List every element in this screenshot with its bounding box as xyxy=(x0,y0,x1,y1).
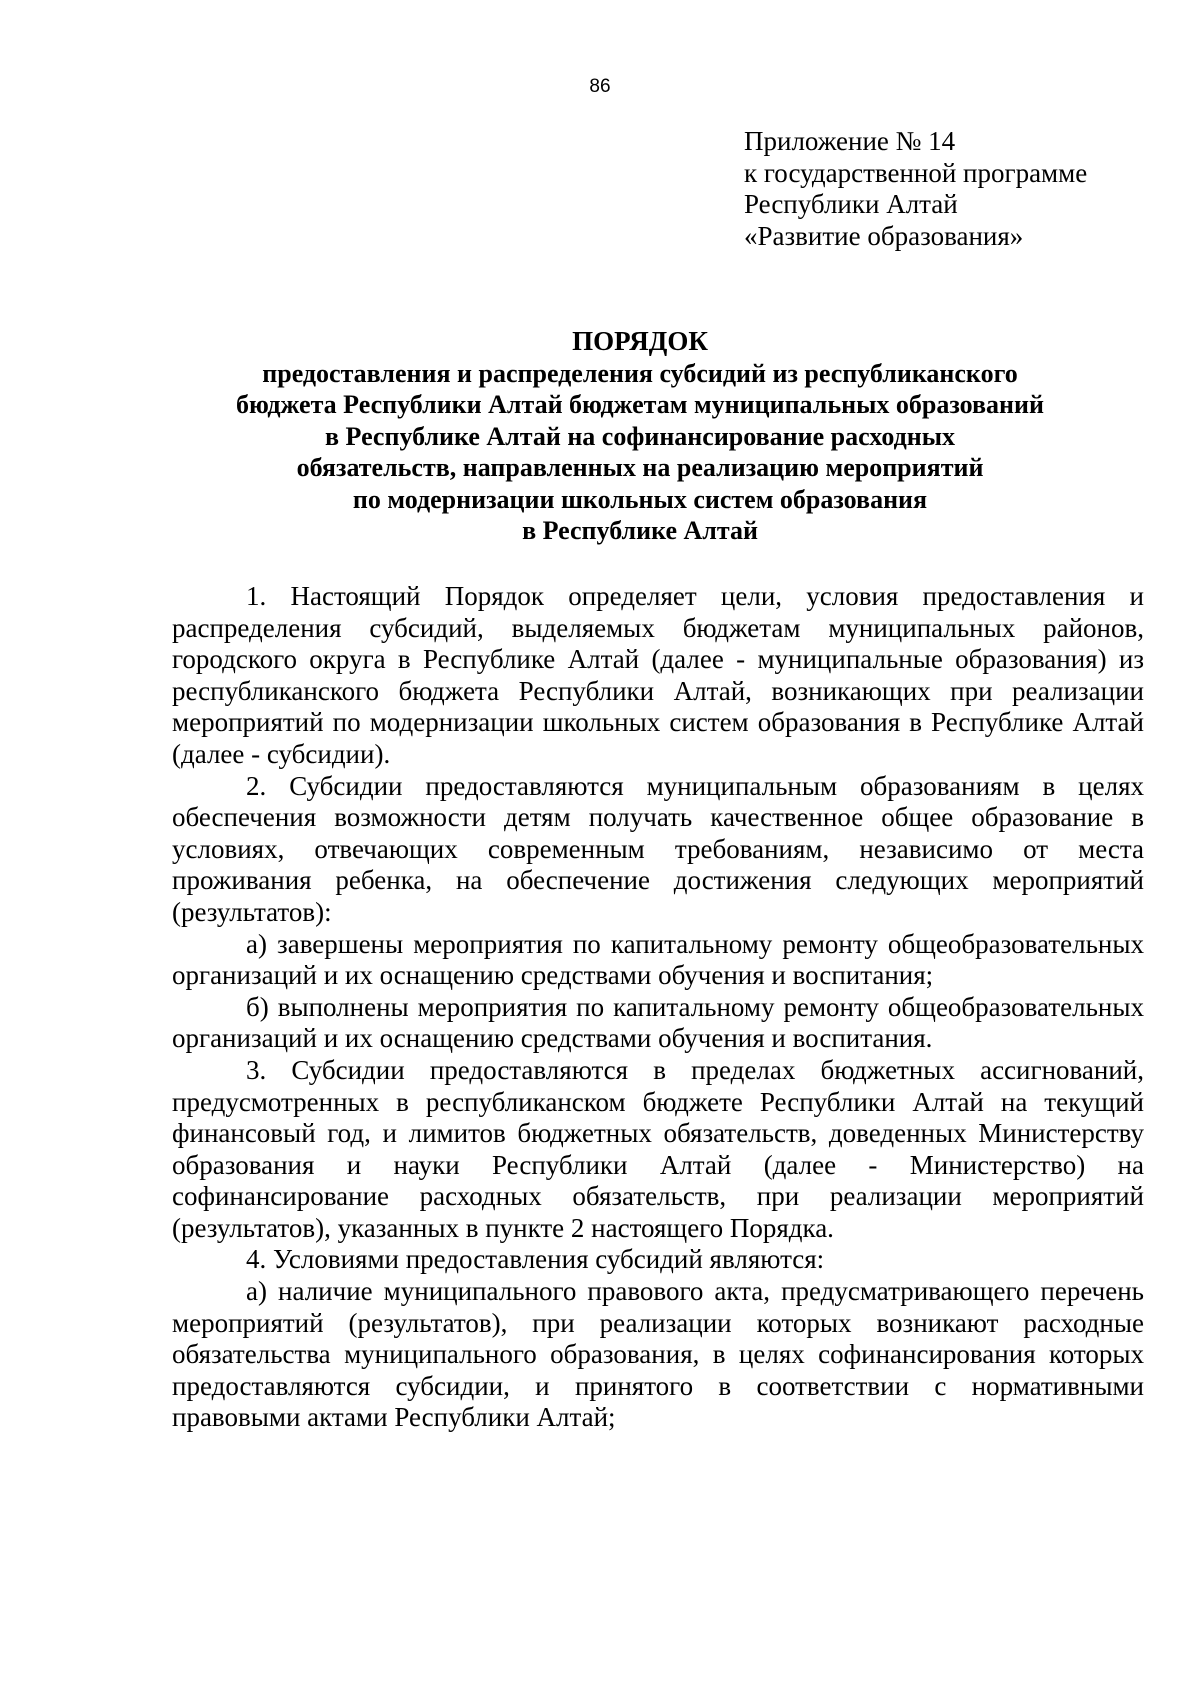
paragraph-3: 3. Субсидии предоставляются в пределах бюджетных ассигнований, предусмотренных в республиканском бюджете Республики Алтай на текущий финансовый год, и лимитов бюджетных обязательств, доведенных Министерству образования и науки Республики Алтай (далее - Министерство) на софинансирование расходных обязательств, при реализации мероприятий (результатов), указанных в пункте 2 настоящего Порядка. xyxy=(172,1054,1144,1243)
paragraph-2a: а) завершены мероприятия по капитальному ремонту общеобразовательных организаций и их оснащению средствами обучения и воспитания; xyxy=(172,928,1144,991)
appendix-note xyxy=(744,126,1164,252)
appendix-line: Приложение № 14 xyxy=(744,126,956,156)
appendix-line: «Развитие образования» xyxy=(744,220,1024,251)
appendix-line: Республики Алтай xyxy=(744,189,958,219)
document-body xyxy=(172,581,1144,1434)
document-title xyxy=(160,326,1120,547)
title-line: в Республике Алтай xyxy=(522,516,758,545)
appendix-line: к государственной программе xyxy=(744,157,1088,188)
title-line: в Республике Алтай на софинансирование расходных xyxy=(324,421,956,451)
paragraph-2b: б) выполнены мероприятия по капитальному ремонту общеобразовательных организаций и их оснащению средствами обучения и воспитания. xyxy=(172,991,1144,1054)
paragraph-4: 4. Условиями предоставления субсидий являются: xyxy=(246,1244,825,1275)
title-heading: ПОРЯДОК xyxy=(572,326,708,356)
page-number: 86 xyxy=(589,76,611,97)
paragraph-2: 2. Субсидии предоставляются муниципальным образованиям в целях обеспечения возможности детям получать качественное общее образование в условиях, отвечающих современным требованиям, независимо от места проживания ребенка, на обеспечение достижения следующих мероприятий (результатов): xyxy=(172,770,1144,927)
paragraph-1: 1. Настоящий Порядок определяет цели, условия предоставления и распределения субсидий, выделяемых бюджетам муниципальных районов, городского округа в Республике Алтай (далее - муниципальные образования) из республиканского бюджета Республики Алтай, возникающих при реализации мероприятий по модернизации школьных систем образования в Республике Алтай (далее - субсидии). xyxy=(172,581,1144,769)
title-line: бюджета Республики Алтай бюджетам муниципальных образований xyxy=(236,390,1044,419)
title-line: по модернизации школьных систем образования xyxy=(352,484,928,514)
title-line: обязательств, направленных на реализацию мероприятий xyxy=(296,453,984,482)
title-line: предоставления и распределения субсидий из республиканского xyxy=(262,358,1018,388)
paragraph-4a: а) наличие муниципального правового акта, предусматривающего перечень мероприятий (результатов), при реализации которых возникают расходные обязательства муниципального образования, в целях софинансирования которых предоставляются субсидии, и принятого в соответствии с нормативными правовыми актами Республики Алтай; xyxy=(172,1276,1144,1433)
